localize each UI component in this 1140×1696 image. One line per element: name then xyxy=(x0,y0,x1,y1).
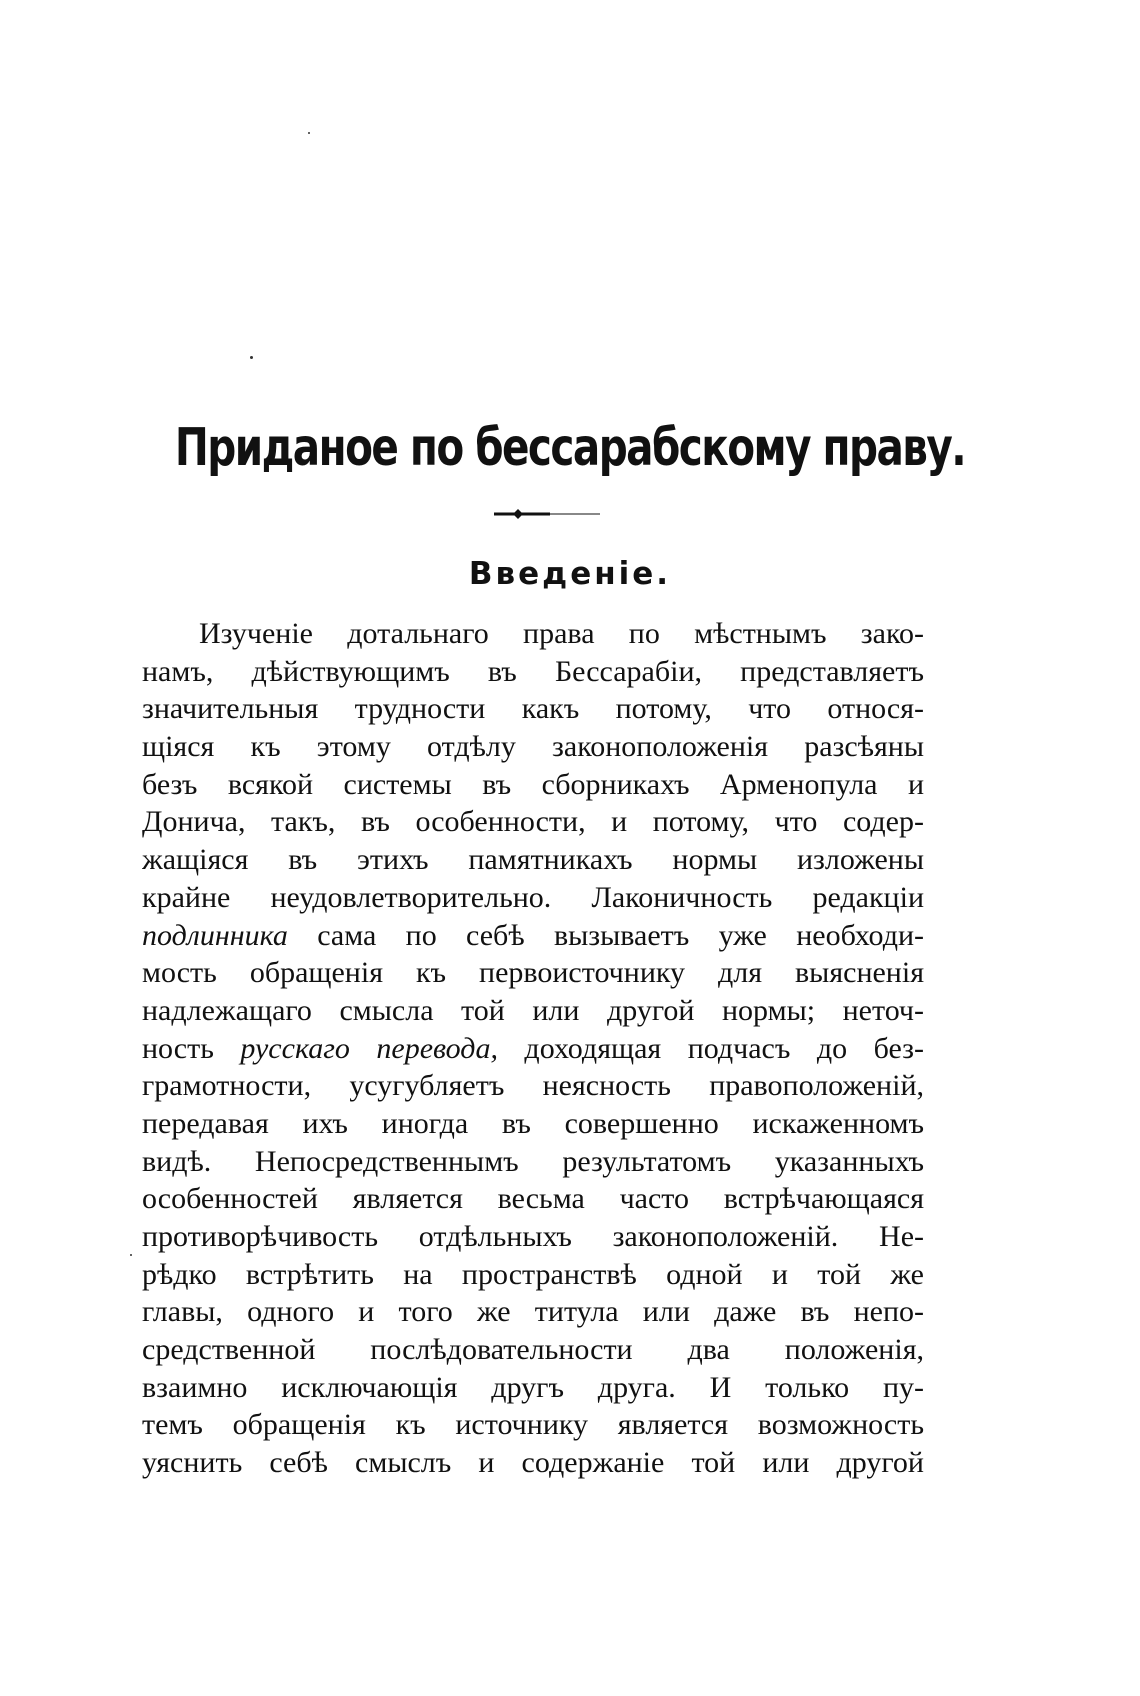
page-title: Приданое по бессарабскому праву. xyxy=(174,418,966,478)
text-run: доходящая подчасъ до без- xyxy=(497,1031,924,1065)
body-text xyxy=(142,615,924,1482)
text-line: грамотности, усугубляетъ неясность правоположеній, xyxy=(142,1069,924,1103)
text-line: средственной послѣдовательности два положенія, xyxy=(142,1333,924,1367)
text-line: уяснить себѣ смыслъ и содержаніе той или другой xyxy=(142,1446,924,1480)
text-line: надлежащаго смысла той или другой нормы; неточ- xyxy=(142,993,924,1027)
text-line xyxy=(142,1030,924,1068)
print-speck xyxy=(130,1254,132,1256)
text-line: безъ всякой системы въ сборникахъ Арменопула и xyxy=(142,767,924,801)
text-line: значительныя трудности какъ потому, что относя- xyxy=(142,692,924,726)
section-heading: Введеніе. xyxy=(468,556,672,592)
text-line: жащіяся въ этихъ памятникахъ нормы изложены xyxy=(142,843,924,877)
text-line: крайне неудовлетворительно. Лаконичность редакціи xyxy=(142,880,924,914)
text-line: взаимно исключающія другъ друга. И только пу- xyxy=(142,1370,924,1404)
text-line: темъ обращенія къ источнику является возможность xyxy=(142,1408,924,1442)
text-line: противорѣчивость отдѣльныхъ законоположеній. Не- xyxy=(142,1220,924,1253)
text-line: видѣ. Непосредственнымъ результатомъ указанныхъ xyxy=(142,1144,924,1178)
text-line: передавая ихъ иногда въ совершенно искаженномъ xyxy=(142,1106,924,1140)
text-line: Донича, такъ, въ особенности, и потому, что содер- xyxy=(142,805,924,839)
text-run: ность xyxy=(142,1031,241,1065)
italic-text: подлинника xyxy=(142,918,288,952)
italic-text: русскаго перевода, xyxy=(240,1031,498,1065)
print-speck xyxy=(308,132,310,134)
text-line: рѣдко встрѣтить на пространствѣ одной и той же xyxy=(142,1257,924,1291)
text-run: сама по себѣ вызываетъ уже необходи- xyxy=(287,918,924,952)
text-line xyxy=(142,917,924,955)
text-line: особенностей является весьма часто встрѣчающаяся xyxy=(142,1182,924,1216)
text-line: Изученіе дотальнаго права по мѣстнымъ зако- xyxy=(199,617,924,650)
text-line: мость обращенія къ первоисточнику для выясненія xyxy=(142,956,924,990)
text-line: щіяся къ этому отдѣлу законоположенія разсѣяны xyxy=(142,730,924,764)
text-line: главы, одного и того же титула или даже въ непо- xyxy=(142,1295,924,1329)
print-speck xyxy=(250,356,253,359)
text-line: намъ, дѣйствующимъ въ Бессарабіи, представляетъ xyxy=(142,654,924,688)
title-divider-ornament xyxy=(492,508,602,520)
